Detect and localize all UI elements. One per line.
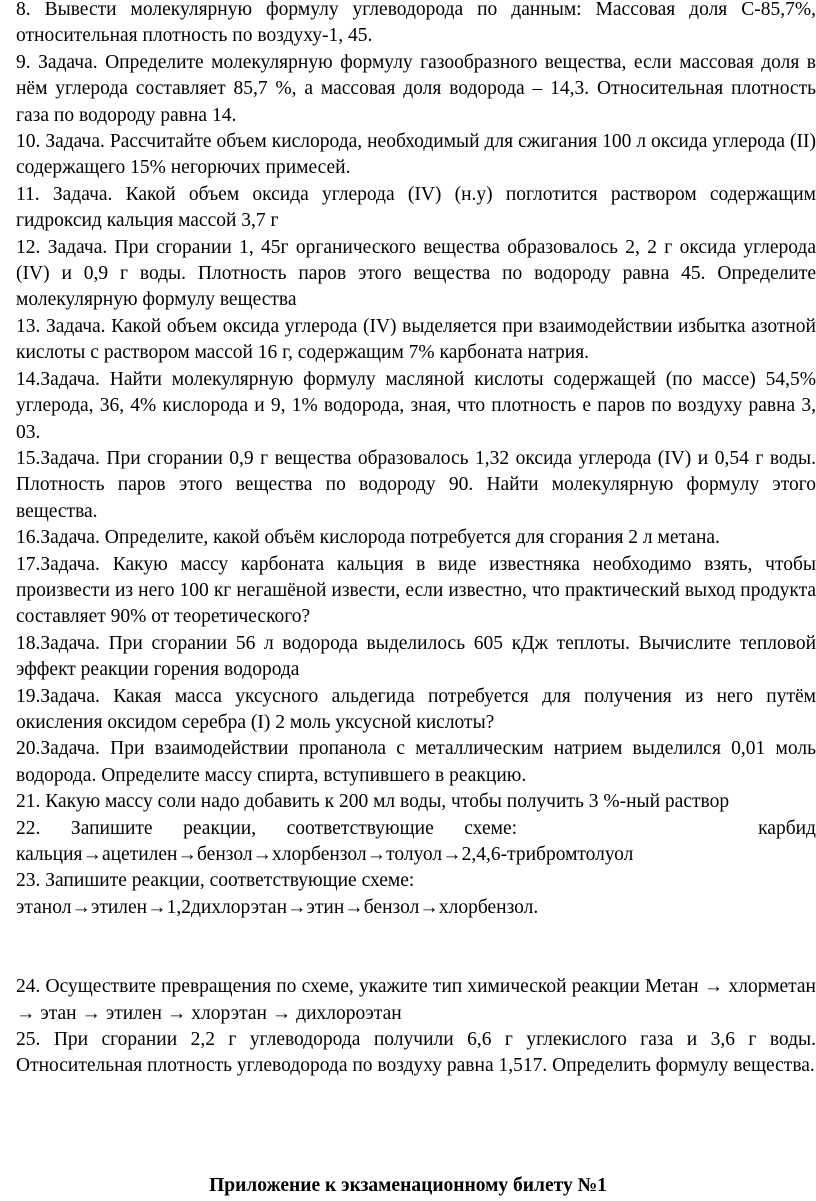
task-16: 16.Задача. Определите, какой объём кислорода потребуется для сгорания 2 л метана.	[16, 527, 720, 549]
task-20: 20.Задача. При взаимодействии пропанола с металлическим натрием выделился 0,01 моль водорода. Определите массу спирта, вступившего в реакцию.	[16, 738, 816, 786]
task-21: 21. Какую массу соли надо добавить к 200 мл воды, чтобы получить 3 %-ный раствор	[16, 791, 730, 813]
task-15: 15.Задача. При сгорании 0,9 г вещества образовалось 1,32 оксида углерода (IV) и 0,54 г воды. Плотность паров этого вещества по водороду 90. Найти молекулярную формулу этого вещества.	[16, 447, 816, 522]
task-23: 23. Запишите реакции, соответствующие схеме:	[16, 870, 415, 892]
task-10: 10. Задача. Рассчитайте объем кислорода, необходимый для сжигания 100 л оксида углерода (II) содержащего 15% негорючих примесей.	[16, 131, 816, 179]
task-22-word: 22.	[16, 817, 41, 839]
task-22-spacer	[548, 816, 728, 842]
task-22-heading	[16, 816, 816, 842]
task-22-word: соответствующие	[286, 817, 434, 839]
task-8: 8. Вывести молекулярную формулу углеводорода по данным: Массовая доля С-85,7%, относительная плотность по воздуху-1, 45.	[16, 0, 816, 47]
task-19: 19.Задача. Какая масса уксусного альдегида потребуется для получения из него путём окисления оксидом серебра (I) 2 моль уксусной кислоты?	[16, 685, 816, 733]
task-25: 25. При сгорании 2,2 г углеводорода получили 6,6 г углекислого газа и 3,6 г воды. Относительная плотность углеводорода по воздуху равна 1,517. Определить формулу вещества.	[16, 1029, 816, 1077]
task-11: 11. Задача. Какой объем оксида углерода (IV) (н.у) поглотится раствором содержащим гидроксид кальция массой 3,7 г	[16, 183, 816, 232]
task-17: 17.Задача. Какую массу карбоната кальция в виде известняка необходимо взять, чтобы произвести из него 100 кг негашёной извести, если известно, что практический выход продукта составляет 90% от теоретического?	[16, 553, 816, 628]
task-22-chain: кальция→ацетилен→бензол→хлорбензол→толуол→2,4,6-трибромтолуол	[16, 844, 634, 865]
task-13: 13. Задача. Какой объем оксида углерода (IV) выделяется при взаимодействии избытка азотной кислоты с раствором массой 16 г, содержащим 7% карбоната натрия.	[16, 315, 816, 364]
task-18: 18.Задача. При сгорании 56 л водорода выделилось 605 кДж теплоты. Вычислите тепловой эффект реакции горения водорода	[16, 632, 816, 681]
task-9: 9. Задача. Определите молекулярную формулу газообразного вещества, если массовая доля в нём углерода составляет 85,7 %, а массовая доля водорода – 14,3. Относительная плотность газа по водороду равна 14.	[16, 51, 816, 126]
task-23-chain: этанол→этилен→1,2дихлорэтан→этин→бензол→хлорбензол.	[16, 896, 539, 918]
blank-gap	[16, 921, 816, 974]
task-24: 24. Осуществите превращения по схеме, укажите тип химической реакции Метан → хлорметан → этан → этилен → хлорэтан → дихлороэтан	[16, 976, 816, 1024]
task-22-word: реакции,	[183, 817, 257, 839]
task-12: 12. Задача. При сгорании 1, 45г органического вещества образовалось 2, 2 г оксида углерода (IV) и 0,9 г воды. Плотность паров этого вещества по водороду равна 45. Определите молекулярную формулу вещества	[16, 236, 816, 311]
task-22-word: карбид	[758, 817, 816, 839]
document-body	[16, 0, 816, 1080]
task-22-word: Запишите	[70, 817, 153, 839]
task-22-word: схеме:	[464, 817, 518, 839]
task-14: 14.Задача. Найти молекулярную формулу масляной кислоты содержащей (по массе) 54,5% углерода, 36, 4% кислорода и 9, 1% водорода, зная, что плотность е паров по воздуху равна 3, 03.	[16, 368, 816, 443]
appendix-title: Приложение к экзаменационному билету №1	[209, 1175, 607, 1196]
